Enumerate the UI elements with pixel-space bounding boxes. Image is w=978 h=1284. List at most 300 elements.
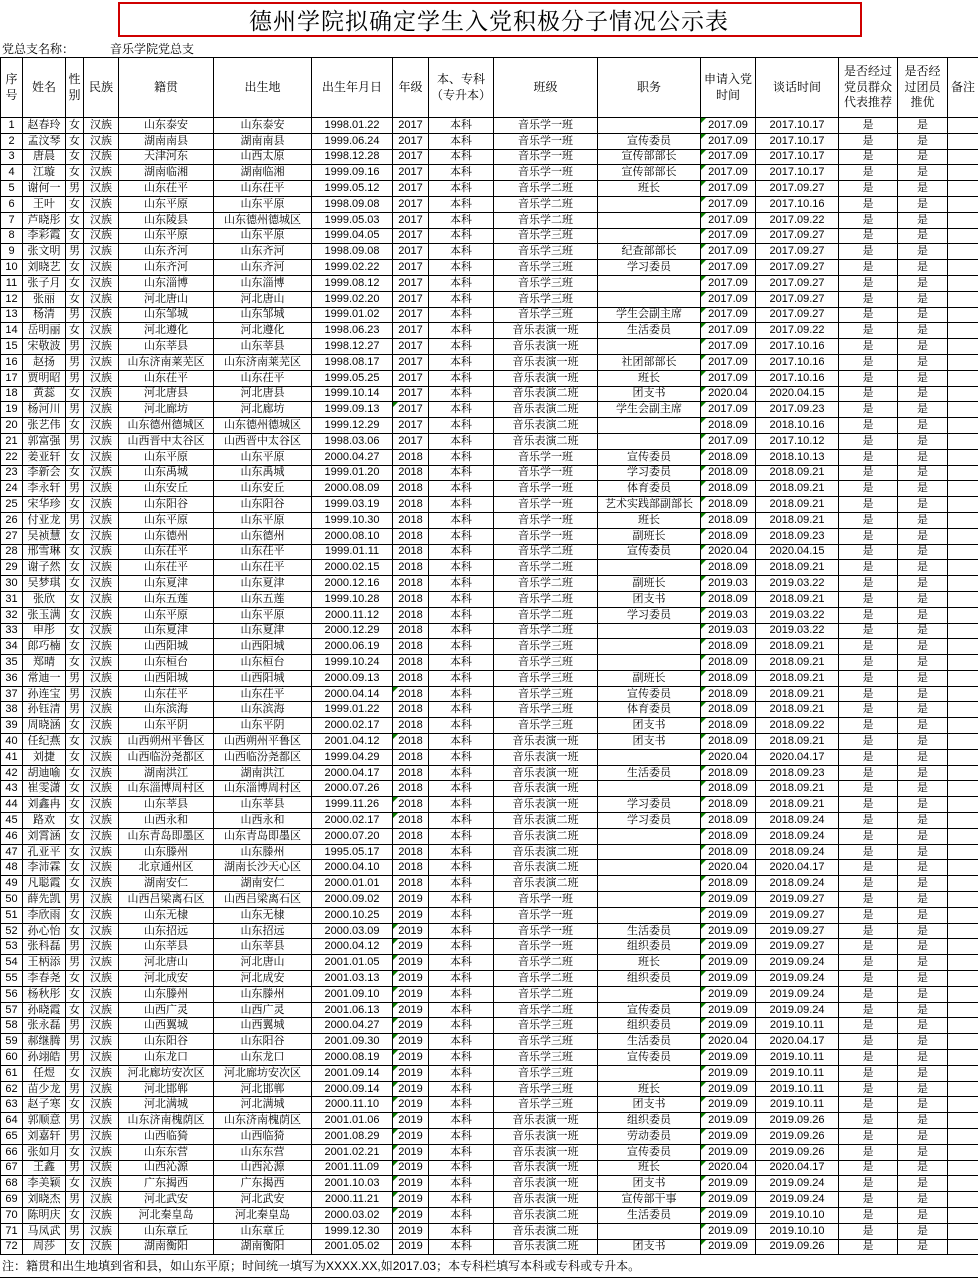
cell-ethnicity: 汉族 [84, 734, 119, 750]
cell-serial: 20 [1, 418, 23, 434]
cell-native-place: 山东安丘 [119, 481, 214, 497]
cell-grade: 2018 [393, 828, 429, 844]
cell-birth-date: 2000.08.09 [312, 481, 393, 497]
cell-class: 音乐学三班 [494, 291, 598, 307]
cell-talk-date: 2018.09.21 [756, 465, 839, 481]
cell-ethnicity: 汉族 [84, 939, 119, 955]
cell-ethnicity: 汉族 [84, 986, 119, 1002]
cell-grade: 2017 [393, 260, 429, 276]
cell-gender: 女 [66, 749, 84, 765]
table-row [1, 291, 978, 307]
cell-ethnicity: 汉族 [84, 655, 119, 671]
cell-league-recommend: 是 [898, 402, 948, 418]
cell-birth-date: 1999.11.26 [312, 797, 393, 813]
cell-serial: 31 [1, 591, 23, 607]
cell-level: 本科 [429, 576, 494, 592]
cell-apply-date: 2018.09 [701, 828, 756, 844]
cell-birthplace: 山东齐河 [214, 260, 312, 276]
cell-serial: 52 [1, 923, 23, 939]
cell-birthplace: 山西沁源 [214, 1160, 312, 1176]
cell-gender: 女 [66, 1097, 84, 1113]
cell-league-recommend: 是 [898, 1192, 948, 1208]
table-row [1, 576, 978, 592]
cell-gender: 女 [66, 718, 84, 734]
cell-name: 张欣 [23, 591, 66, 607]
cell-mass-recommend: 是 [839, 481, 898, 497]
green-corner-mark [701, 1018, 706, 1023]
cell-name: 吴梦琪 [23, 576, 66, 592]
cell-ethnicity: 汉族 [84, 560, 119, 576]
cell-note [948, 670, 978, 686]
cell-note [948, 1034, 978, 1050]
cell-native-place: 山东东营 [119, 1144, 214, 1160]
cell-birthplace: 山东平原 [214, 228, 312, 244]
cell-name: 申彤 [23, 623, 66, 639]
cell-birthplace: 河北武安 [214, 1192, 312, 1208]
cell-league-recommend: 是 [898, 133, 948, 149]
cell-ethnicity: 汉族 [84, 133, 119, 149]
cell-serial: 59 [1, 1034, 23, 1050]
cell-note [948, 718, 978, 734]
cell-gender: 男 [66, 307, 84, 323]
cell-grade: 2018 [393, 481, 429, 497]
cell-level: 本科 [429, 686, 494, 702]
table-row [1, 797, 978, 813]
cell-level: 本科 [429, 718, 494, 734]
cell-birth-date: 2001.11.09 [312, 1160, 393, 1176]
cell-birth-date: 1999.04.05 [312, 228, 393, 244]
cell-note [948, 607, 978, 623]
cell-talk-date: 2019.10.11 [756, 1097, 839, 1113]
cell-position: 社团部部长 [598, 354, 701, 370]
cell-level: 本科 [429, 133, 494, 149]
cell-birth-date: 2000.03.09 [312, 923, 393, 939]
cell-ethnicity: 汉族 [84, 765, 119, 781]
cell-position: 组织委员 [598, 1113, 701, 1129]
cell-serial: 29 [1, 560, 23, 576]
cell-talk-date: 2019.09.26 [756, 1144, 839, 1160]
cell-gender: 女 [66, 323, 84, 339]
cell-birth-date: 2000.04.27 [312, 449, 393, 465]
cell-apply-date: 2018.09 [701, 876, 756, 892]
cell-position: 宣传委员 [598, 1144, 701, 1160]
green-corner-mark [701, 229, 706, 234]
cell-birth-date: 1998.12.28 [312, 149, 393, 165]
cell-mass-recommend: 是 [839, 544, 898, 560]
cell-class: 音乐学二班 [494, 607, 598, 623]
cell-birthplace: 山东五莲 [214, 591, 312, 607]
cell-ethnicity: 汉族 [84, 544, 119, 560]
cell-gender: 女 [66, 465, 84, 481]
cell-level: 本科 [429, 481, 494, 497]
cell-talk-date: 2017.10.16 [756, 339, 839, 355]
cell-talk-date: 2019.10.11 [756, 1065, 839, 1081]
cell-position [598, 418, 701, 434]
green-corner-mark [701, 244, 706, 249]
cell-native-place: 山东平原 [119, 607, 214, 623]
cell-class: 音乐学三班 [494, 1081, 598, 1097]
cell-mass-recommend: 是 [839, 828, 898, 844]
cell-native-place: 河北邯郸 [119, 1081, 214, 1097]
cell-birthplace: 山西临汾尧都区 [214, 749, 312, 765]
cell-note [948, 734, 978, 750]
cell-mass-recommend: 是 [839, 386, 898, 402]
table-row [1, 133, 978, 149]
cell-level: 本科 [429, 607, 494, 623]
cell-name: 杨秋彤 [23, 986, 66, 1002]
cell-league-recommend: 是 [898, 307, 948, 323]
cell-serial: 4 [1, 165, 23, 181]
cell-birthplace: 山东茌平 [214, 544, 312, 560]
cell-note [948, 118, 978, 134]
cell-grade: 2017 [393, 291, 429, 307]
cell-birth-date: 1999.01.20 [312, 465, 393, 481]
cell-position [598, 118, 701, 134]
cell-position: 纪查部部长 [598, 244, 701, 260]
cell-note [948, 1176, 978, 1192]
cell-serial: 36 [1, 670, 23, 686]
green-corner-mark [701, 924, 706, 929]
cell-grade: 2018 [393, 860, 429, 876]
cell-apply-date: 2019.09 [701, 1018, 756, 1034]
green-corner-mark [701, 592, 706, 597]
cell-ethnicity: 汉族 [84, 339, 119, 355]
cell-level: 本科 [429, 323, 494, 339]
green-corner-mark [701, 213, 706, 218]
cell-birthplace: 山东滨海 [214, 702, 312, 718]
cell-gender: 女 [66, 828, 84, 844]
cell-grade: 2018 [393, 655, 429, 671]
cell-talk-date: 2019.09.24 [756, 1176, 839, 1192]
cell-native-place: 山东平原 [119, 196, 214, 212]
cell-league-recommend: 是 [898, 1002, 948, 1018]
cell-mass-recommend: 是 [839, 133, 898, 149]
cell-ethnicity: 汉族 [84, 591, 119, 607]
cell-class: 音乐学三班 [494, 244, 598, 260]
cell-ethnicity: 汉族 [84, 955, 119, 971]
cell-level: 本科 [429, 876, 494, 892]
cell-name: 孙连宝 [23, 686, 66, 702]
cell-grade: 2019 [393, 1065, 429, 1081]
cell-league-recommend: 是 [898, 1144, 948, 1160]
cell-talk-date: 2019.03.22 [756, 576, 839, 592]
cell-position: 副班长 [598, 576, 701, 592]
cell-native-place: 天津河东 [119, 149, 214, 165]
green-corner-mark [701, 355, 706, 360]
cell-league-recommend: 是 [898, 528, 948, 544]
cell-gender: 女 [66, 576, 84, 592]
cell-gender: 女 [66, 797, 84, 813]
cell-level: 本科 [429, 781, 494, 797]
cell-native-place: 山西永和 [119, 813, 214, 829]
cell-level: 本科 [429, 354, 494, 370]
cell-note [948, 1239, 978, 1255]
cell-birthplace: 山西吕梁离石区 [214, 892, 312, 908]
cell-talk-date: 2017.10.16 [756, 196, 839, 212]
cell-birth-date: 2000.01.01 [312, 876, 393, 892]
cell-gender: 女 [66, 260, 84, 276]
cell-name: 张科磊 [23, 939, 66, 955]
cell-mass-recommend: 是 [839, 354, 898, 370]
cell-birthplace: 山东东营 [214, 1144, 312, 1160]
cell-apply-date: 2018.09 [701, 481, 756, 497]
cell-class: 音乐学二班 [494, 196, 598, 212]
green-corner-mark [701, 1240, 706, 1245]
table-row [1, 1176, 978, 1192]
green-corner-mark [701, 687, 706, 692]
cell-mass-recommend: 是 [839, 1034, 898, 1050]
cell-apply-date: 2018.09 [701, 781, 756, 797]
col-header-birth-date: 出生年月日 [312, 58, 393, 118]
cell-class: 音乐表演一班 [494, 765, 598, 781]
cell-native-place: 山东滨海 [119, 702, 214, 718]
cell-grade: 2019 [393, 955, 429, 971]
green-corner-mark [393, 1208, 398, 1213]
cell-birthplace: 山西阳城 [214, 639, 312, 655]
cell-birth-date: 2000.07.20 [312, 828, 393, 844]
cell-birth-date: 2000.12.29 [312, 623, 393, 639]
cell-grade: 2018 [393, 591, 429, 607]
cell-grade: 2017 [393, 118, 429, 134]
cell-league-recommend: 是 [898, 591, 948, 607]
cell-position: 劳动委员 [598, 1129, 701, 1145]
cell-birthplace: 山西广灵 [214, 1002, 312, 1018]
cell-grade: 2017 [393, 354, 429, 370]
cell-serial: 67 [1, 1160, 23, 1176]
table-row [1, 370, 978, 386]
cell-level: 本科 [429, 1002, 494, 1018]
cell-level: 本科 [429, 734, 494, 750]
cell-ethnicity: 汉族 [84, 1113, 119, 1129]
cell-ethnicity: 汉族 [84, 607, 119, 623]
cell-serial: 18 [1, 386, 23, 402]
cell-apply-date: 2019.09 [701, 955, 756, 971]
cell-note [948, 1144, 978, 1160]
cell-position: 生活委员 [598, 323, 701, 339]
cell-birthplace: 山西朔州平鲁区 [214, 734, 312, 750]
cell-serial: 22 [1, 449, 23, 465]
cell-mass-recommend: 是 [839, 1129, 898, 1145]
cell-name: 郭富强 [23, 433, 66, 449]
cell-birthplace: 山东安丘 [214, 481, 312, 497]
table-row [1, 623, 978, 639]
cell-mass-recommend: 是 [839, 212, 898, 228]
cell-mass-recommend: 是 [839, 923, 898, 939]
cell-apply-date: 2017.09 [701, 165, 756, 181]
cell-gender: 男 [66, 339, 84, 355]
cell-grade: 2017 [393, 275, 429, 291]
cell-gender: 女 [66, 418, 84, 434]
cell-league-recommend: 是 [898, 623, 948, 639]
cell-apply-date: 2017.09 [701, 402, 756, 418]
cell-ethnicity: 汉族 [84, 813, 119, 829]
green-corner-mark [701, 1003, 706, 1008]
cell-league-recommend: 是 [898, 639, 948, 655]
cell-league-recommend: 是 [898, 907, 948, 923]
cell-gender: 男 [66, 1129, 84, 1145]
cell-birthplace: 山西永和 [214, 813, 312, 829]
cell-ethnicity: 汉族 [84, 686, 119, 702]
cell-position [598, 844, 701, 860]
cell-grade: 2018 [393, 749, 429, 765]
cell-class: 音乐学三班 [494, 718, 598, 734]
cell-class: 音乐学一班 [494, 907, 598, 923]
cell-native-place: 山东滕州 [119, 986, 214, 1002]
cell-native-place: 山东阳谷 [119, 497, 214, 513]
cell-gender: 女 [66, 560, 84, 576]
cell-serial: 8 [1, 228, 23, 244]
cell-name: 杨河川 [23, 402, 66, 418]
cell-note [948, 1081, 978, 1097]
cell-note [948, 449, 978, 465]
table-row [1, 118, 978, 134]
cell-position: 学习委员 [598, 607, 701, 623]
cell-level: 本科 [429, 1050, 494, 1066]
cell-birthplace: 湖南洪江 [214, 765, 312, 781]
cell-level: 本科 [429, 892, 494, 908]
cell-serial: 38 [1, 702, 23, 718]
table-row [1, 828, 978, 844]
cell-birth-date: 1999.03.19 [312, 497, 393, 513]
table-row [1, 813, 978, 829]
cell-note [948, 765, 978, 781]
cell-grade: 2017 [393, 418, 429, 434]
cell-mass-recommend: 是 [839, 907, 898, 923]
cell-note [948, 1129, 978, 1145]
cell-gender: 女 [66, 449, 84, 465]
cell-serial: 42 [1, 765, 23, 781]
cell-native-place: 广东揭西 [119, 1176, 214, 1192]
green-corner-mark [393, 1161, 398, 1166]
cell-note [948, 844, 978, 860]
green-corner-mark [701, 845, 706, 850]
cell-level: 本科 [429, 1065, 494, 1081]
cell-note [948, 655, 978, 671]
cell-talk-date: 2019.10.11 [756, 1050, 839, 1066]
cell-note [948, 813, 978, 829]
cell-gender: 男 [66, 1113, 84, 1129]
green-corner-mark [701, 466, 706, 471]
cell-level: 本科 [429, 828, 494, 844]
cell-serial: 53 [1, 939, 23, 955]
cell-talk-date: 2020.04.15 [756, 544, 839, 560]
cell-birth-date: 2000.08.19 [312, 1050, 393, 1066]
cell-gender: 女 [66, 275, 84, 291]
cell-native-place: 湖南洪江 [119, 765, 214, 781]
cell-mass-recommend: 是 [839, 560, 898, 576]
cell-birthplace: 山东茌平 [214, 370, 312, 386]
cell-level: 本科 [429, 465, 494, 481]
cell-birth-date: 1999.09.13 [312, 402, 393, 418]
cell-mass-recommend: 是 [839, 765, 898, 781]
cell-name: 刘晓艺 [23, 260, 66, 276]
cell-league-recommend: 是 [898, 1018, 948, 1034]
cell-talk-date: 2019.09.24 [756, 986, 839, 1002]
cell-birthplace: 广东揭西 [214, 1176, 312, 1192]
table-row [1, 734, 978, 750]
cell-league-recommend: 是 [898, 433, 948, 449]
cell-league-recommend: 是 [898, 339, 948, 355]
cell-level: 本科 [429, 907, 494, 923]
cell-note [948, 702, 978, 718]
cell-gender: 女 [66, 1207, 84, 1223]
cell-birth-date: 2000.11.10 [312, 1097, 393, 1113]
cell-native-place: 河北唐县 [119, 386, 214, 402]
cell-position: 宣传委员 [598, 133, 701, 149]
cell-talk-date: 2017.10.16 [756, 370, 839, 386]
cell-ethnicity: 汉族 [84, 907, 119, 923]
cell-name: 张永磊 [23, 1018, 66, 1034]
cell-grade: 2017 [393, 244, 429, 260]
green-corner-mark [701, 750, 706, 755]
cell-league-recommend: 是 [898, 971, 948, 987]
cell-serial: 34 [1, 639, 23, 655]
cell-league-recommend: 是 [898, 876, 948, 892]
col-header-name: 姓名 [23, 58, 66, 118]
table-row [1, 465, 978, 481]
cell-mass-recommend: 是 [839, 1144, 898, 1160]
cell-birth-date: 2001.02.21 [312, 1144, 393, 1160]
cell-gender: 女 [66, 133, 84, 149]
cell-birth-date: 2000.10.25 [312, 907, 393, 923]
cell-position: 班长 [598, 1160, 701, 1176]
cell-league-recommend: 是 [898, 323, 948, 339]
cell-name: 路欢 [23, 813, 66, 829]
cell-level: 本科 [429, 528, 494, 544]
col-header-native-place: 籍贯 [119, 58, 214, 118]
cell-talk-date: 2019.09.27 [756, 907, 839, 923]
table-row [1, 323, 978, 339]
cell-ethnicity: 汉族 [84, 181, 119, 197]
cell-mass-recommend: 是 [839, 670, 898, 686]
cell-native-place: 河北唐山 [119, 955, 214, 971]
green-corner-mark [701, 134, 706, 139]
cell-birthplace: 山东茌平 [214, 560, 312, 576]
green-corner-mark [701, 118, 706, 123]
cell-apply-date: 2020.04 [701, 386, 756, 402]
cell-name: 孟汶琴 [23, 133, 66, 149]
cell-level: 本科 [429, 449, 494, 465]
cell-class: 音乐表演一班 [494, 1160, 598, 1176]
cell-native-place: 湖南衡阳 [119, 1239, 214, 1255]
cell-mass-recommend: 是 [839, 465, 898, 481]
cell-position [598, 907, 701, 923]
cell-level: 本科 [429, 149, 494, 165]
cell-talk-date: 2018.09.21 [756, 655, 839, 671]
cell-name: 张如月 [23, 1144, 66, 1160]
cell-level: 本科 [429, 1034, 494, 1050]
cell-position [598, 1223, 701, 1239]
cell-apply-date: 2017.09 [701, 228, 756, 244]
cell-level: 本科 [429, 1081, 494, 1097]
cell-mass-recommend: 是 [839, 860, 898, 876]
cell-level: 本科 [429, 260, 494, 276]
cell-birth-date: 2000.04.10 [312, 860, 393, 876]
cell-native-place: 山东龙口 [119, 1050, 214, 1066]
cell-talk-date: 2018.09.24 [756, 876, 839, 892]
cell-birth-date: 2000.02.15 [312, 560, 393, 576]
cell-native-place: 山东滕州 [119, 844, 214, 860]
cell-name: 李欣雨 [23, 907, 66, 923]
green-corner-mark [701, 387, 706, 392]
cell-name: 郝继腾 [23, 1034, 66, 1050]
cell-apply-date: 2020.04 [701, 749, 756, 765]
cell-talk-date: 2018.09.21 [756, 591, 839, 607]
cell-apply-date: 2018.09 [701, 765, 756, 781]
cell-name: 张子月 [23, 275, 66, 291]
cell-birth-date: 2000.06.19 [312, 639, 393, 655]
cell-grade: 2018 [393, 702, 429, 718]
